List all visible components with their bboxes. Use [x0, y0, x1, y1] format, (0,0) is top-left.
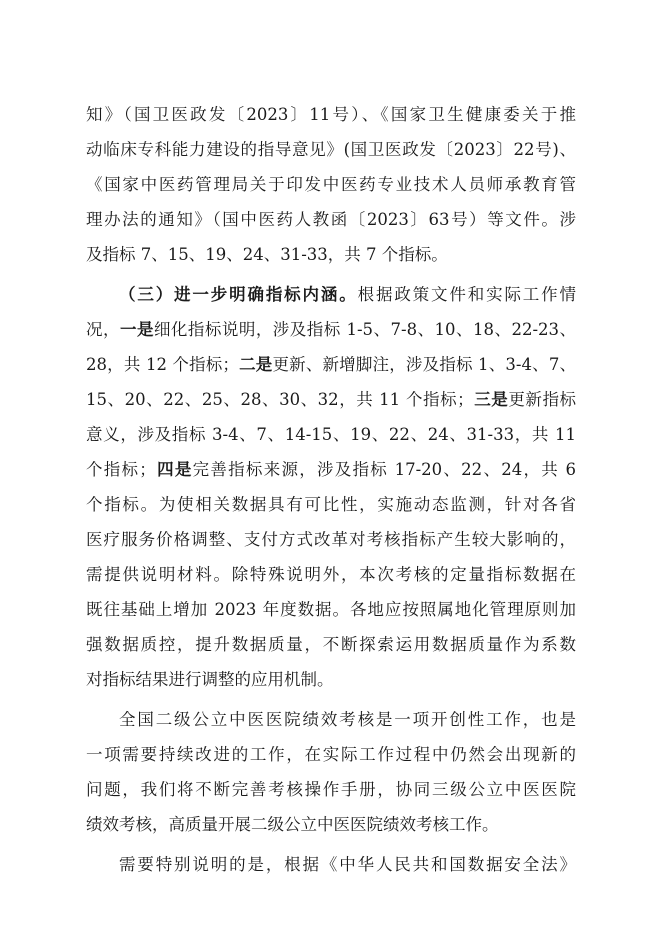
paragraph1-line4: 理办法的通知》（国中医药人教函〔2023〕63号）等文件。涉: [86, 210, 576, 229]
paragraph4-line1: 需要特别说明的是，根据《中华人民共和国数据安全法》: [119, 855, 576, 874]
paragraph2-text: 完善指标来源，涉及指标 17-20、22、24，共 6: [192, 460, 576, 479]
paragraph2-text: 况，: [86, 320, 120, 339]
bold-marker-1: 一是: [119, 320, 154, 339]
paragraph1-line5: 及指标 7、15、19、24、31-33，共 7 个指标。: [86, 245, 448, 264]
paragraph2-text: 根据政策文件和实际工作情: [357, 285, 576, 304]
paragraph3-line1: 全国二级公立中医医院绩效考核是一项开创性工作，也是: [119, 710, 576, 729]
paragraph2-text: 更新指标: [508, 390, 576, 409]
bold-marker-4: 四是: [155, 460, 193, 479]
paragraph2-line1: [119, 283, 576, 307]
paragraph2-line7: 个指标。为使相关数据具有可比性，实施动态监测，针对各省: [86, 495, 576, 514]
paragraph2-text: 个指标；: [86, 460, 156, 479]
paragraph2-line3: [86, 353, 576, 377]
paragraph2-line6: [86, 458, 576, 482]
paragraph2-line11: 强数据质控，提升数据质量，不断探索运用数据质量作为系数: [86, 635, 576, 654]
paragraph1-line2: 动临床专科能力建设的指导意见》(国卫医政发〔2023〕22号)、: [86, 140, 576, 159]
paragraph2-text: 15、20、22、25、28、30、32，共 11 个指标；: [86, 390, 474, 409]
paragraph2-line4: [86, 388, 576, 412]
paragraph2-line10: 既往基础上增加 2023 年度数据。各地应按照属地化管理原则加: [86, 600, 576, 619]
paragraph3-line3: 问题，我们将不断完善考核操作手册，协同三级公立中医医院: [86, 780, 576, 799]
paragraph2-line12: 对指标结果进行调整的应用机制。: [86, 670, 334, 689]
bold-marker-3: 三是: [473, 390, 509, 409]
paragraph2-text: 细化指标说明，涉及指标 1-5、7-8、10、18、22-23、: [153, 320, 576, 339]
bold-marker-2: 二是: [238, 355, 273, 374]
paragraph2-line2: [86, 318, 576, 342]
paragraph2-line9: 需提供说明材料。除特殊说明外，本次考核的定量指标数据在: [86, 565, 576, 584]
section-heading: （三）进一步明确指标内涵。: [119, 285, 358, 304]
paragraph2-line8: 医疗服务价格调整、支付方式改革对考核指标产生较大影响的，: [86, 530, 576, 549]
paragraph3-line2: 一项需要持续改进的工作，在实际工作过程中仍然会出现新的: [86, 745, 576, 764]
paragraph2-text: 28，共 12 个指标；: [86, 355, 239, 374]
paragraph1-line1: 知》（国卫医政发〔2023〕11号）、《国家卫生健康委关于推: [86, 105, 576, 124]
paragraph2-text: 更新、新增脚注，涉及指标 1、3-4、7、: [272, 355, 576, 374]
paragraph3-line4: 绩效考核，高质量开展二级公立中医医院绩效考核工作。: [86, 815, 499, 834]
paragraph2-line5: 意义，涉及指标 3-4、7、14-15、19、22、24、31-33，共 11: [86, 425, 576, 444]
paragraph1-line3: 《国家中医药管理局关于印发中医药专业技术人员师承教育管: [86, 175, 576, 194]
